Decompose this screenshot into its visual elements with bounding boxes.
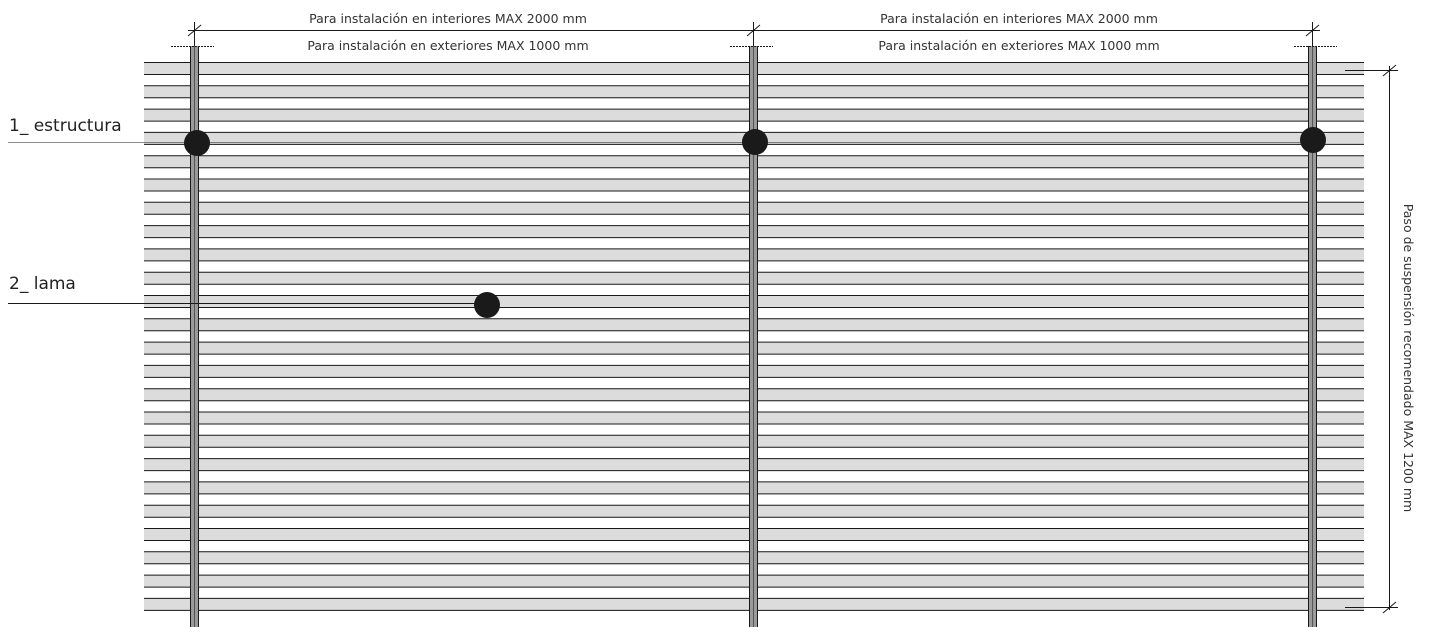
structure-marker [184, 130, 210, 156]
exterior-span-label-left: Para instalación en exteriores MAX 1000 mm [307, 38, 589, 53]
interior-span-label-left: Para instalación en interiores MAX 2000 mm [309, 11, 587, 26]
structure-marker [742, 129, 768, 155]
callout-label-estructura: 1_ estructura [9, 116, 122, 136]
suspension-label: Paso de suspensión recomendado MAX 1200 mm [1401, 203, 1416, 513]
slat-marker [474, 292, 500, 318]
exterior-span-label-right: Para instalación en exteriores MAX 1000 mm [878, 38, 1160, 53]
interior-span-label-right: Para instalación en interiores MAX 2000 mm [880, 11, 1158, 26]
callout-label-lama: 2_ lama [9, 274, 76, 294]
structure-marker [1300, 127, 1326, 153]
